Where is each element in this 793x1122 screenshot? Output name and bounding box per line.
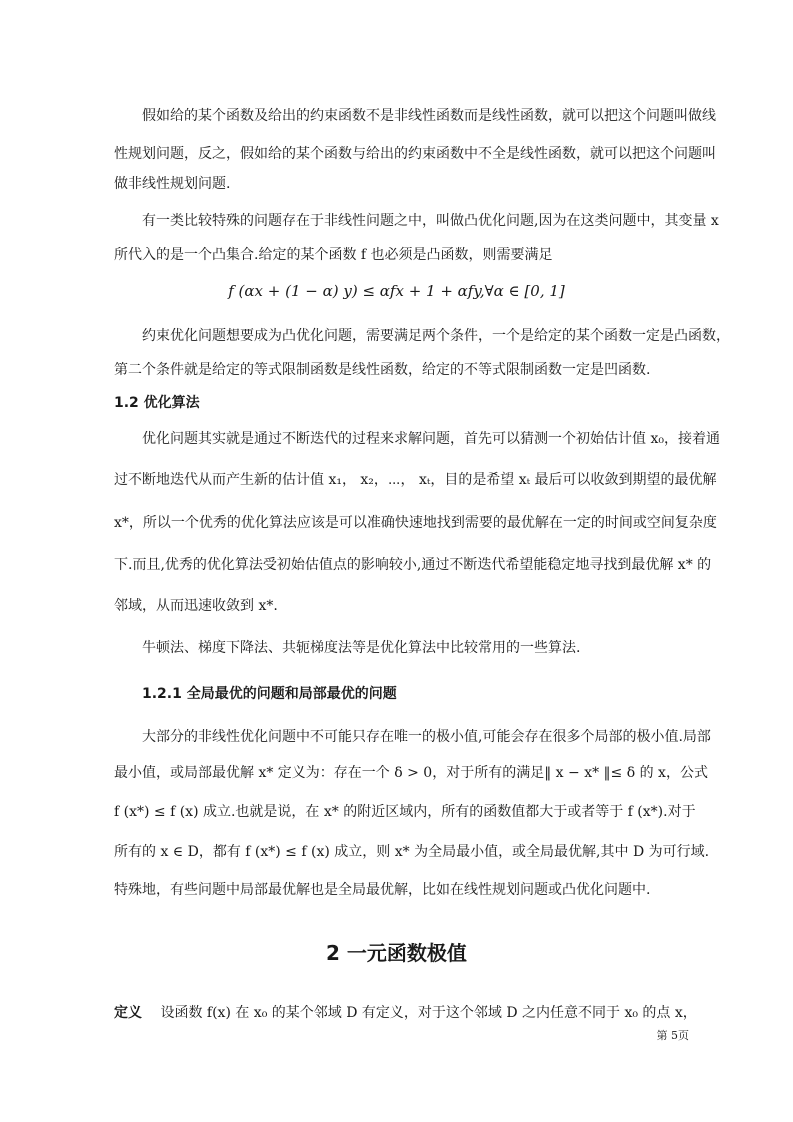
- paragraph-line: 优化问题其实就是通过不断迭代的过程来求解问题，首先可以猜测一个初始估计值 x₀，接着通: [142, 431, 720, 447]
- paragraph-line: 特殊地，有些问题中局部最优解也是全局最优解，比如在线性规划问题或凸优化问题中.: [114, 882, 651, 898]
- chapter-heading: 2 一元函数极值: [326, 941, 467, 965]
- paragraph-line: 假如给的某个函数及给出的约束函数不是非线性函数而是线性函数，就可以把这个问题叫做线: [142, 108, 716, 124]
- section-heading: 1.2 优化算法: [114, 395, 200, 411]
- subsection-heading: 1.2.1 全局最优的问题和局部最优的问题: [142, 686, 397, 702]
- paragraph-line: 大部分的非线性优化问题中不可能只存在唯一的极小值,可能会存在很多个局部的极小值.局部: [142, 729, 711, 745]
- paragraph-line: 第二个条件就是给定的等式限制函数是线性函数，给定的不等式限制函数一定是凹函数.: [114, 362, 651, 378]
- paragraph-line: 做非线性规划问题.: [114, 176, 231, 192]
- paragraph-line: 所有的 x ∈ D，都有 f (x*) ≤ f (x) 成立，则 x* 为全局最小值，或全局最优解,其中 D 为可行域.: [114, 844, 710, 860]
- page-number: 第 5页: [656, 1029, 689, 1042]
- definition-label: 定义: [114, 1005, 142, 1021]
- paragraph-line: 最小值，或局部最优解 x* 定义为：存在一个 δ > 0，对于所有的满足‖ x − x* ‖≤ δ 的 x，公式: [114, 765, 708, 781]
- paragraph-line: 性规划问题，反之，假如给的某个函数与给出的约束函数中不全是线性函数，就可以把这个问题叫: [114, 146, 716, 162]
- paragraph-line: 有一类比较特殊的问题存在于非线性问题之中，叫做凸优化问题,因为在这类问题中，其变量 x: [142, 213, 719, 229]
- paragraph-line: f (x*) ≤ f (x) 成立.也就是说，在 x* 的附近区域内，所有的函数值都大于或者等于 f (x*).对于: [114, 804, 696, 820]
- paragraph-line: 约束优化问题想要成为凸优化问题，需要满足两个条件，一个是给定的某个函数一定是凸函数，: [142, 328, 730, 344]
- convexity-equation: f (αx + (1 − α) y) ≤ αfx + 1 + αfy,∀α ∈ [0, 1]: [228, 282, 565, 300]
- definition-text: 设函数 f(x) 在 x₀ 的某个邻域 D 有定义，对于这个邻域 D 之内任意不同于 x₀ 的点 x，: [160, 1005, 697, 1021]
- paragraph-line: 下.而且,优秀的优化算法受初始估值点的影响较小,通过不断迭代希望能稳定地寻找到最优解 x* 的: [114, 557, 712, 573]
- paragraph-line: 过不断地迭代从而产生新的估计值 x₁， x₂，⋯， xₜ，目的是希望 xₜ 最后可以收敛到期望的最优解: [114, 472, 717, 488]
- paragraph-line: 所代入的是一个凸集合.给定的某个函数 f 也必须是凸函数，则需要满足: [114, 247, 553, 263]
- paragraph-line: x*，所以一个优秀的优化算法应该是可以准确快速地找到需要的最优解在一定的时间或空间复杂度: [114, 515, 717, 531]
- paragraph-line: 牛顿法、梯度下降法、共轭梯度法等是优化算法中比较常用的一些算法.: [142, 640, 581, 656]
- definition-line: [114, 1003, 697, 1023]
- paragraph-line: 邻域，从而迅速收敛到 x*.: [114, 598, 278, 614]
